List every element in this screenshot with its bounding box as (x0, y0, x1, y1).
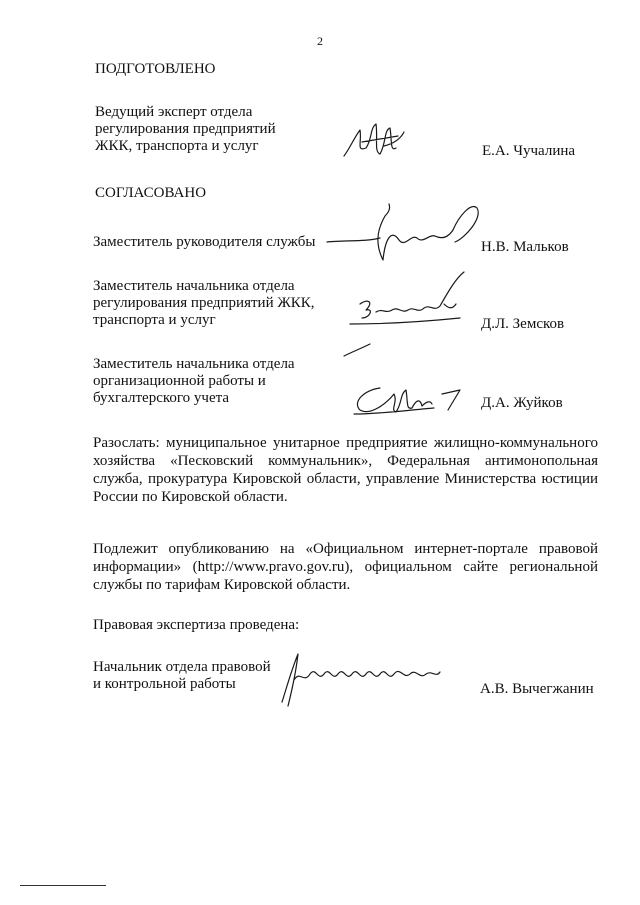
signer-2-name: Д.Л. Земсков (481, 316, 565, 332)
signer-2-position-line-2: регулирования предприятий ЖКК, (93, 295, 315, 311)
signer-3-position-line-2: организационной работы и (93, 373, 266, 389)
legal-review-statement: Правовая экспертиза проведена: (93, 617, 300, 633)
signature-zhuikov (350, 380, 465, 420)
signer-2-position-line-1: Заместитель начальника отдела (93, 278, 295, 294)
prepared-position-line-1: Ведущий эксперт отдела (95, 104, 253, 120)
signer-1-name: Н.В. Мальков (481, 239, 569, 255)
footnote-divider (20, 885, 106, 886)
signer-1-position-line-1: Заместитель руководителя службы (93, 234, 316, 250)
signer-3-position-line-3: бухгалтерского учета (93, 390, 230, 406)
page-number: 2 (317, 34, 323, 48)
signature-chuchalina (340, 118, 410, 163)
signature-vychegzhanin (270, 650, 450, 710)
signature-zemskov (340, 268, 470, 358)
distribution-paragraph: Разослать: муниципальное унитарное предприятие жилищно-коммунального хозяйства «Песковский коммунальник», Федеральная антимонопольная служба, прокуратура Кировской области, управление Министерства юстиции России по Кировской области. (93, 435, 598, 505)
prepared-position-line-2: регулирования предприятий (95, 121, 276, 137)
signer-3-name: Д.А. Жуйков (481, 395, 563, 411)
prepared-position-line-3: ЖКК, транспорта и услуг (95, 138, 259, 154)
publication-paragraph: Подлежит опубликованию на «Официальном интернет-портале правовой информации» (http://www.pravo.gov.ru), официальном сайте региональной службы по тарифам Кировской области. (93, 541, 598, 593)
signer-2-position-line-3: транспорта и услуг (93, 312, 216, 328)
signer-3-position-line-1: Заместитель начальника отдела (93, 356, 295, 372)
legal-review-name: А.В. Вычегжанин (480, 681, 594, 697)
prepared-heading: ПОДГОТОВЛЕНО (95, 61, 216, 77)
legal-review-position-line-1: Начальник отдела правовой (93, 659, 271, 675)
signature-malkov (325, 200, 490, 265)
legal-review-position-line-2: и контрольной работы (93, 676, 236, 692)
agreed-heading: СОГЛАСОВАНО (95, 185, 207, 201)
prepared-name: Е.А. Чучалина (482, 143, 576, 159)
